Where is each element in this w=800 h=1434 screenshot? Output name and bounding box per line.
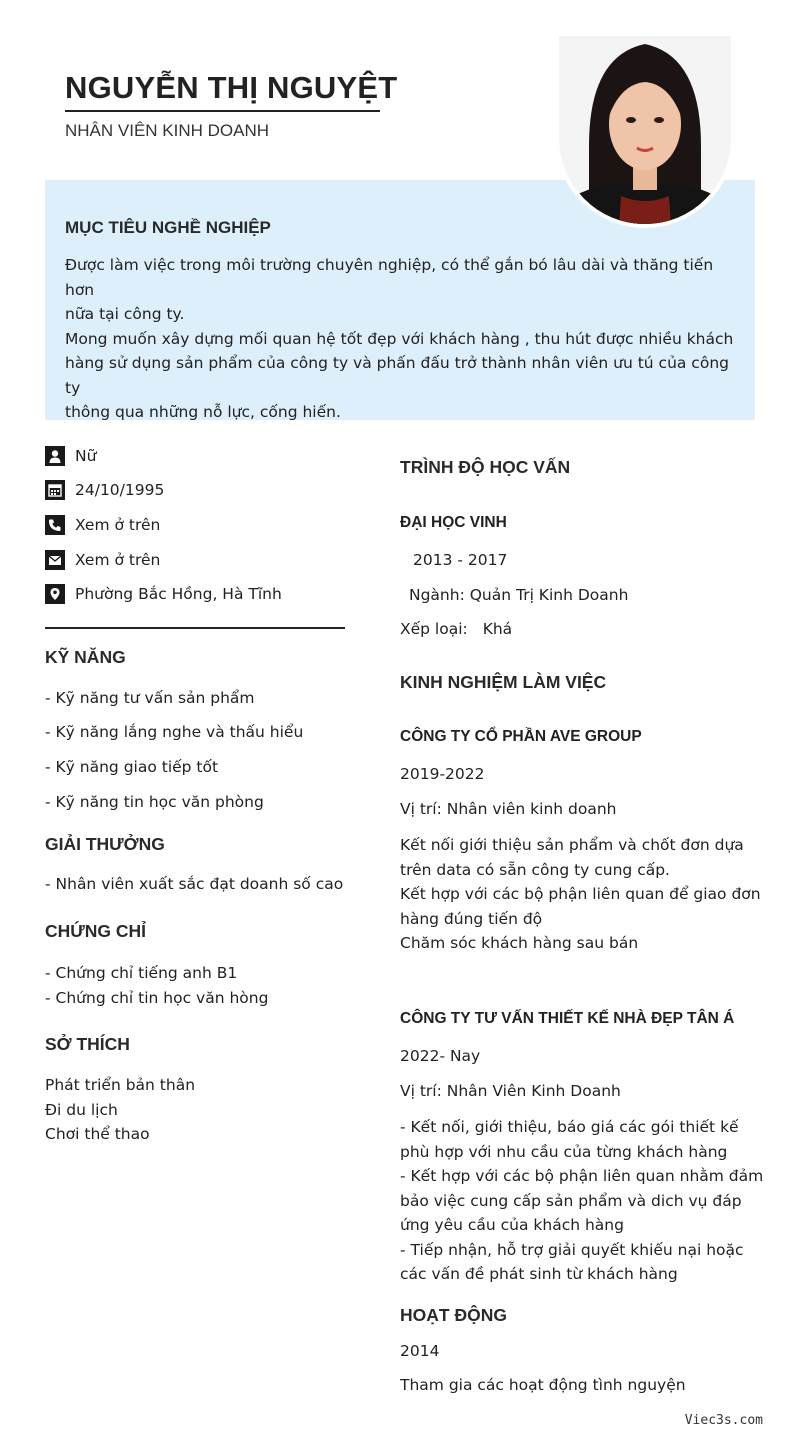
hobby-item: Đi du lịch bbox=[45, 1100, 118, 1119]
job-description bbox=[400, 833, 761, 956]
job-desc-line: Kết nối giới thiệu sản phẩm và chốt đơn dựa bbox=[400, 836, 744, 854]
objective-title: MỤC TIÊU NGHỀ NGHIỆP bbox=[65, 218, 271, 237]
gender-value: Nữ bbox=[75, 447, 97, 465]
job-company: CÔNG TY CỔ PHẦN AVE GROUP bbox=[400, 728, 642, 745]
education-years: 2013 - 2017 bbox=[413, 551, 508, 569]
skill-item: - Kỹ năng tư vấn sản phẩm bbox=[45, 689, 255, 707]
certificate-list bbox=[45, 961, 268, 1010]
job-desc-line: - Kết nối, giới thiệu, báo giá các gói thiết kế bbox=[400, 1118, 739, 1136]
school-name: ĐẠI HỌC VINH bbox=[400, 514, 507, 531]
education-major: Ngành: Quản Trị Kinh Doanh bbox=[409, 586, 629, 604]
location-icon bbox=[45, 584, 65, 604]
info-divider bbox=[45, 627, 345, 629]
job-desc-line: phù hợp với nhu cầu của từng khách hàng bbox=[400, 1142, 728, 1161]
activity-year: 2014 bbox=[400, 1342, 440, 1360]
job-desc-line: - Tiếp nhận, hỗ trợ giải quyết khiếu nại hoặc bbox=[400, 1240, 744, 1259]
job-position: Vị trí: Nhân Viên Kinh Doanh bbox=[400, 1082, 621, 1100]
job-period: 2022- Nay bbox=[400, 1047, 481, 1065]
job-desc-line: - Kết hợp với các bộ phận liên quan nhằm đảm bbox=[400, 1167, 764, 1185]
skill-item: - Kỹ năng tin học văn phòng bbox=[45, 793, 264, 811]
hobbies-title: SỞ THÍCH bbox=[45, 1034, 130, 1054]
birthday-value: 24/10/1995 bbox=[75, 481, 165, 499]
awards-title: GIẢI THƯỞNG bbox=[45, 834, 165, 854]
objective-line: Được làm việc trong môi trường chuyên nghiệp, có thể gắn bó lâu dài và thăng tiến hơn bbox=[65, 256, 714, 299]
certificate-item: - Chứng chỉ tin học văn hòng bbox=[45, 988, 269, 1007]
info-address bbox=[45, 583, 282, 605]
site-watermark[interactable]: Viec3s.com bbox=[684, 1413, 763, 1428]
skill-item: - Kỹ năng lắng nghe và thấu hiểu bbox=[45, 723, 304, 741]
job-desc-line: bảo việc cung cấp sản phẩm và dich vụ đáp bbox=[400, 1191, 742, 1210]
certificates-title: CHỨNG CHỈ bbox=[45, 921, 147, 941]
objective-text bbox=[65, 253, 745, 425]
job-desc-line: Chăm sóc khách hàng sau bán bbox=[400, 934, 639, 952]
hobby-list bbox=[45, 1073, 195, 1147]
info-email bbox=[45, 549, 160, 571]
job-desc-line: các vấn đề phát sinh từ khách hàng bbox=[400, 1265, 678, 1283]
info-gender bbox=[45, 445, 96, 467]
activity-text: Tham gia các hoạt động tình nguyện bbox=[400, 1376, 686, 1394]
objective-line: thông qua những nỗ lực, cống hiến. bbox=[65, 403, 341, 421]
hobby-item: Chơi thể thao bbox=[45, 1125, 150, 1143]
email-value: Xem ở trên bbox=[75, 551, 161, 569]
candidate-name: NGUYỄN THỊ NGUYỆT bbox=[65, 70, 398, 105]
name-underline bbox=[65, 110, 380, 112]
objective-line: nữa tại công ty. bbox=[65, 305, 185, 323]
calendar-icon bbox=[45, 480, 65, 500]
certificate-item: - Chứng chỉ tiếng anh B1 bbox=[45, 964, 238, 982]
user-icon bbox=[45, 446, 65, 466]
info-phone bbox=[45, 514, 160, 536]
address-value: Phường Bắc Hồng, Hà Tĩnh bbox=[75, 585, 282, 603]
avatar bbox=[555, 32, 735, 228]
grade-value: Khá bbox=[482, 620, 513, 638]
skills-title: KỸ NĂNG bbox=[45, 647, 126, 667]
job-desc-line: ứng yêu cầu của khách hàng bbox=[400, 1216, 624, 1234]
objective-line: Mong muốn xây dựng mối quan hệ tốt đẹp với khách hàng , thu hút được nhiều khách bbox=[65, 329, 734, 348]
phone-icon bbox=[45, 515, 65, 535]
grade-label: Xếp loại: bbox=[400, 620, 468, 638]
objective-line: hàng sử dụng sản phẩm của công ty và phấn đấu trở thành nhân viên ưu tú của công ty bbox=[65, 354, 729, 397]
info-birthday bbox=[45, 479, 164, 501]
education-grade bbox=[400, 620, 512, 638]
mail-icon bbox=[45, 550, 65, 570]
phone-value: Xem ở trên bbox=[75, 516, 161, 534]
activities-title: HOẠT ĐỘNG bbox=[400, 1305, 507, 1325]
skill-item: - Kỹ năng giao tiếp tốt bbox=[45, 758, 219, 776]
job-desc-line: Kết hợp với các bộ phận liên quan để giao đơn bbox=[400, 885, 761, 903]
candidate-role: NHÂN VIÊN KINH DOANH bbox=[65, 121, 270, 140]
job-desc-line: trên data có sẵn công ty cung cấp. bbox=[400, 860, 670, 879]
job-desc-line: hàng đúng tiến độ bbox=[400, 909, 543, 928]
hobby-item: Phát triển bản thân bbox=[45, 1076, 196, 1094]
avatar-photo bbox=[559, 36, 731, 228]
job-position: Vị trí: Nhân viên kinh doanh bbox=[400, 800, 617, 818]
job-company: CÔNG TY TƯ VẤN THIẾT KẾ NHÀ ĐẸP TÂN Á bbox=[400, 1010, 735, 1027]
education-title: TRÌNH ĐỘ HỌC VẤN bbox=[400, 457, 571, 477]
experience-title: KINH NGHIỆM LÀM VIỆC bbox=[400, 672, 607, 692]
award-item: - Nhân viên xuất sắc đạt doanh số cao bbox=[45, 875, 344, 893]
job-description bbox=[400, 1115, 763, 1287]
job-period: 2019-2022 bbox=[400, 765, 485, 783]
